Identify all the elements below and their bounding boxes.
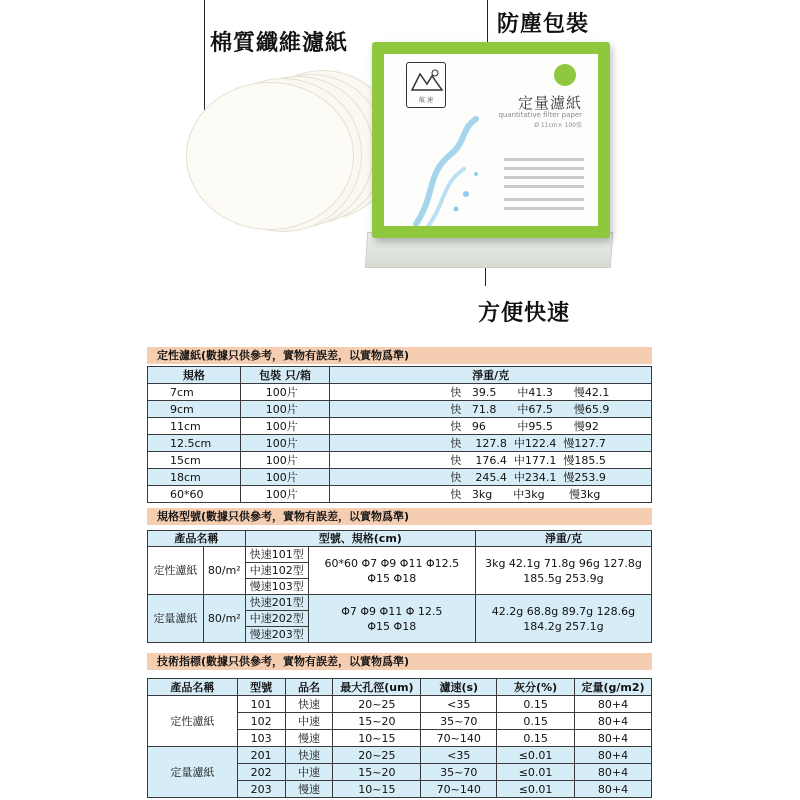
weight-cell: 快 96 中95.5 慢92: [330, 418, 652, 435]
table-header-row: [148, 367, 652, 384]
speed-cell: <35: [421, 747, 497, 764]
pack-cell: 100片: [240, 486, 330, 503]
basis-cell: 80+4: [574, 713, 651, 730]
table-row: [148, 747, 652, 764]
model: 中速202型: [245, 611, 308, 627]
pack-cell: 100片: [240, 418, 330, 435]
speed-cell: 35~70: [421, 764, 497, 781]
weight-cell: 快 245.4 中234.1 慢253.9: [330, 469, 652, 486]
ash-cell: ≤0.01: [497, 764, 575, 781]
speed-cell: 35~70: [421, 713, 497, 730]
header-basis-weight: 定量(g/m2): [574, 679, 651, 696]
type-cell: 中速: [285, 713, 333, 730]
box-title: 定量濾紙: [517, 94, 582, 112]
weights-line1: 3kg 42.1g 71.8g 96g 127.8g: [485, 556, 642, 570]
size-cell: 9cm: [148, 401, 241, 418]
basis-cell: 80+4: [574, 747, 651, 764]
table-row: [148, 401, 652, 418]
weight-cell: 快 39.5 中41.3 慢42.1: [330, 384, 652, 401]
model-cell: 201: [237, 747, 285, 764]
size-cell: 18cm: [148, 469, 241, 486]
certification-logo-icon: [554, 64, 576, 86]
sizes-line2: Φ15 Φ18: [367, 571, 417, 585]
weight-cell: 快 3kg 中3kg 慢3kg: [330, 486, 652, 503]
header-model: 型號: [237, 679, 285, 696]
pack-cell: 100片: [240, 452, 330, 469]
pore-cell: 15~20: [333, 713, 421, 730]
caption-convenient: 方便快速: [478, 301, 571, 326]
model: 慢速203型: [245, 627, 308, 643]
ash-cell: 0.15: [497, 730, 575, 747]
box-label: [384, 54, 598, 226]
box-small-print: [504, 158, 584, 216]
model-cell: 202: [237, 764, 285, 781]
header-filter-speed: 濾速(s): [421, 679, 497, 696]
table-row: [148, 418, 652, 435]
type-cell: 快速: [285, 747, 333, 764]
pack-cell: 100片: [240, 401, 330, 418]
pack-cell: 100片: [240, 435, 330, 452]
section1-title: 定性濾紙(數據只供參考，實物有誤差，以實物爲準): [147, 347, 652, 364]
header-weight: 淨重/克: [330, 367, 652, 384]
type-cell: 慢速: [285, 781, 333, 798]
grammage: 80/m²: [203, 595, 245, 643]
weight-cell: 快 71.8 中67.5 慢65.9: [330, 401, 652, 418]
table-row: [148, 696, 652, 713]
weight-cell: 快 127.8 中122.4 慢127.7: [330, 435, 652, 452]
section2-table: [147, 530, 652, 643]
caption-cotton-fiber: 棉質纖維濾紙: [210, 31, 349, 56]
basis-cell: 80+4: [574, 730, 651, 747]
sizes: [308, 595, 475, 643]
pore-cell: 15~20: [333, 764, 421, 781]
speed-cell: <35: [421, 696, 497, 713]
table-header-row: [148, 679, 652, 696]
table-row: [148, 452, 652, 469]
type-cell: 慢速: [285, 730, 333, 747]
pore-cell: 10~15: [333, 781, 421, 798]
filter-paper-disc: [186, 82, 354, 230]
filter-paper-box: [372, 42, 610, 238]
ash-cell: ≤0.01: [497, 747, 575, 764]
ash-cell: ≤0.01: [497, 781, 575, 798]
pore-cell: 20~25: [333, 747, 421, 764]
sizes-line2: Φ15 Φ18: [367, 619, 417, 633]
sizes: [308, 547, 475, 595]
product-name: 定量濾紙: [148, 595, 204, 643]
header-model-size: 型號、規格(cm): [245, 531, 475, 547]
weight-cell: 快 176.4 中177.1 慢185.5: [330, 452, 652, 469]
model: 中速102型: [245, 563, 308, 579]
ash-cell: 0.15: [497, 696, 575, 713]
table-row: [148, 547, 652, 563]
table-row: [148, 384, 652, 401]
pore-cell: 20~25: [333, 696, 421, 713]
section3-table: [147, 678, 652, 798]
header-product-name: 產品名稱: [148, 531, 246, 547]
model: 快速101型: [245, 547, 308, 563]
size-cell: 11cm: [148, 418, 241, 435]
type-cell: 中速: [285, 764, 333, 781]
size-cell: 7cm: [148, 384, 241, 401]
pack-cell: 100片: [240, 384, 330, 401]
header-product-name: 產品名稱: [148, 679, 238, 696]
size-cell: 60*60: [148, 486, 241, 503]
speed-cell: 70~140: [421, 730, 497, 747]
table-row: [148, 595, 652, 611]
model-cell: 101: [237, 696, 285, 713]
model-cell: 203: [237, 781, 285, 798]
box-size-line: Ø 11cm× 100張: [534, 122, 582, 129]
ash-cell: 0.15: [497, 713, 575, 730]
product-name: 定性濾紙: [148, 547, 204, 595]
header-weight: 淨重/克: [475, 531, 651, 547]
weights: [475, 595, 651, 643]
table-header-row: [148, 531, 652, 547]
pack-cell: 100片: [240, 469, 330, 486]
table-row: [148, 486, 652, 503]
water-splash-icon: [406, 114, 486, 226]
product-photo: [0, 0, 800, 340]
section3-title: 技術指標(數據只供參考，實物有誤差，以實物爲準): [147, 653, 652, 670]
header-ash: 灰分(%): [497, 679, 575, 696]
section2-title: 規格型號(數據只供參考，實物有誤差，以實物爲準): [147, 508, 652, 525]
pore-cell: 10~15: [333, 730, 421, 747]
size-cell: 15cm: [148, 452, 241, 469]
basis-cell: 80+4: [574, 696, 651, 713]
weights: [475, 547, 651, 595]
basis-cell: 80+4: [574, 764, 651, 781]
brand-logo-icon: [406, 62, 446, 108]
model: 慢速103型: [245, 579, 308, 595]
basis-cell: 80+4: [574, 781, 651, 798]
weights-line2: 185.5g 253.9g: [523, 571, 604, 585]
type-cell: 快速: [285, 696, 333, 713]
table-row: [148, 469, 652, 486]
model: 快速201型: [245, 595, 308, 611]
header-type: 品名: [285, 679, 333, 696]
model-cell: 103: [237, 730, 285, 747]
header-pack: 包裝 只/箱: [240, 367, 330, 384]
sizes-line1: 60*60 Φ7 Φ9 Φ11 Φ12.5: [324, 556, 460, 570]
size-cell: 12.5cm: [148, 435, 241, 452]
brand-logo-text: 航 速: [419, 97, 433, 104]
product-name: 定性濾紙: [148, 696, 238, 747]
model-cell: 102: [237, 713, 285, 730]
leader-line-left: [204, 0, 205, 118]
sizes-line1: Φ7 Φ9 Φ11 Φ 12.5: [341, 604, 443, 618]
table-row: [148, 435, 652, 452]
weights-line2: 184.2g 257.1g: [523, 619, 604, 633]
header-size: 規格: [148, 367, 241, 384]
box-subtitle: quantitative filter paper: [498, 111, 582, 119]
product-name: 定量濾紙: [148, 747, 238, 798]
section1-table: [147, 366, 652, 503]
caption-dustproof: 防塵包裝: [497, 12, 590, 37]
weights-line1: 42.2g 68.8g 89.7g 128.6g: [491, 604, 636, 618]
grammage: 80/m²: [203, 547, 245, 595]
speed-cell: 70~140: [421, 781, 497, 798]
header-max-pore: 最大孔徑(um): [333, 679, 421, 696]
